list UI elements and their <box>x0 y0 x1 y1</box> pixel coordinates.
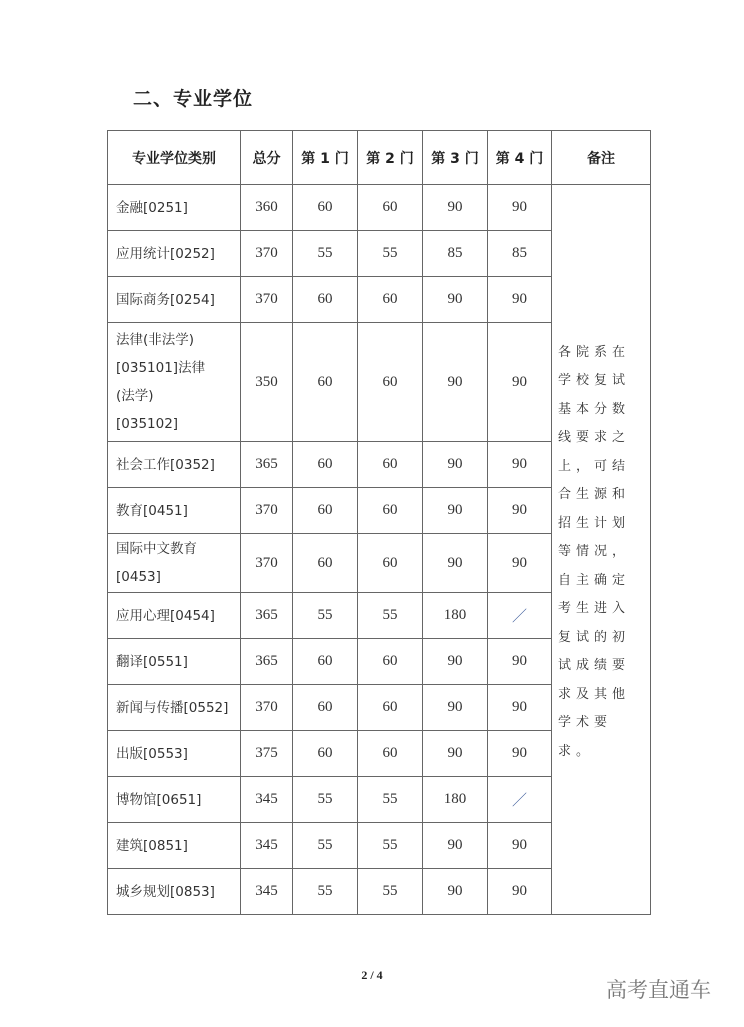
subject-score-cell: 90 <box>423 731 488 777</box>
category-name: 国际中文教育[0453] <box>116 541 197 585</box>
subject-score-cell: 60 <box>293 442 358 488</box>
subject-score-cell: 90 <box>488 639 552 685</box>
header-total: 总分 <box>241 131 293 185</box>
category-cell: 金融[0251] <box>108 185 241 231</box>
subject-score-cell: 90 <box>423 277 488 323</box>
total-score-cell: 375 <box>241 731 293 777</box>
subject-score-cell: 90 <box>488 185 552 231</box>
subject-score-cell: 60 <box>293 639 358 685</box>
subject-score-cell: 60 <box>358 277 423 323</box>
subject-score-cell: 55 <box>358 869 423 915</box>
subject-score-cell: 90 <box>423 185 488 231</box>
category-cell: 翻译[0551] <box>108 639 241 685</box>
subject-score-cell: 55 <box>358 593 423 639</box>
total-score-cell: 370 <box>241 488 293 534</box>
total-score-cell: 360 <box>241 185 293 231</box>
total-score-cell: 345 <box>241 869 293 915</box>
section-heading: 二、专业学位 <box>133 88 254 110</box>
remark-cell <box>552 185 651 915</box>
subject-score-cell: 60 <box>358 731 423 777</box>
total-score-cell: 350 <box>241 323 293 442</box>
subject-score-cell: 90 <box>488 277 552 323</box>
subject-score-cell: ／ <box>488 777 552 823</box>
subject-score-cell: 90 <box>423 869 488 915</box>
category-cell: 教育[0451] <box>108 488 241 534</box>
subject-score-cell: 60 <box>358 685 423 731</box>
category-cell: 建筑[0851] <box>108 823 241 869</box>
total-score-cell: 345 <box>241 823 293 869</box>
category-cell: 城乡规划[0853] <box>108 869 241 915</box>
subject-score-cell: 60 <box>358 639 423 685</box>
page-number: 2 / 4 <box>361 968 383 982</box>
header-subject-2: 第 2 门 <box>358 131 423 185</box>
category-name: 法律(非法学)[035101]法律(法学)[035102] <box>116 332 206 432</box>
subject-score-cell: 90 <box>488 488 552 534</box>
subject-score-cell: 90 <box>423 442 488 488</box>
subject-score-cell: 60 <box>293 534 358 593</box>
subject-score-cell: 90 <box>423 685 488 731</box>
subject-score-cell: ／ <box>488 593 552 639</box>
total-score-cell: 370 <box>241 277 293 323</box>
subject-score-cell: 55 <box>358 823 423 869</box>
header-remark: 备注 <box>552 131 651 185</box>
subject-score-cell: 60 <box>293 685 358 731</box>
subject-score-cell: 55 <box>293 231 358 277</box>
total-score-cell: 345 <box>241 777 293 823</box>
subject-score-cell: 180 <box>423 777 488 823</box>
subject-score-cell: 85 <box>488 231 552 277</box>
subject-score-cell: 60 <box>358 442 423 488</box>
subject-score-cell: 60 <box>358 185 423 231</box>
subject-score-cell: 55 <box>358 777 423 823</box>
subject-score-cell: 60 <box>293 488 358 534</box>
subject-score-cell: 90 <box>488 534 552 593</box>
subject-score-cell: 90 <box>488 823 552 869</box>
subject-score-cell: 90 <box>488 731 552 777</box>
total-score-cell: 370 <box>241 685 293 731</box>
subject-score-cell: 90 <box>423 488 488 534</box>
table-row <box>108 185 651 231</box>
subject-score-cell: 60 <box>358 488 423 534</box>
subject-score-cell: 90 <box>488 869 552 915</box>
category-cell: 出版[0553] <box>108 731 241 777</box>
subject-score-cell: 90 <box>423 639 488 685</box>
subject-score-cell: 60 <box>293 185 358 231</box>
subject-score-cell: 60 <box>358 323 423 442</box>
total-score-cell: 370 <box>241 231 293 277</box>
subject-score-cell: 90 <box>423 823 488 869</box>
header-subject-3: 第 3 门 <box>423 131 488 185</box>
subject-score-cell: 90 <box>488 442 552 488</box>
category-cell <box>108 323 241 442</box>
subject-score-cell: 90 <box>488 685 552 731</box>
total-score-cell: 365 <box>241 593 293 639</box>
category-cell <box>108 534 241 593</box>
category-cell: 社会工作[0352] <box>108 442 241 488</box>
subject-score-cell: 60 <box>358 534 423 593</box>
header-subject-4: 第 4 门 <box>488 131 552 185</box>
remark-text: 各院系在学校复试基本分数线要求之上，可结合生源和招生计划等情况，自主确定考生进入复试的初试成绩要求及其他学术要求。 <box>558 344 631 759</box>
total-score-cell: 365 <box>241 442 293 488</box>
subject-score-cell: 55 <box>293 823 358 869</box>
subject-score-cell: 55 <box>293 869 358 915</box>
subject-score-cell: 90 <box>423 323 488 442</box>
category-cell: 博物馆[0651] <box>108 777 241 823</box>
category-cell: 应用统计[0252] <box>108 231 241 277</box>
subject-score-cell: 85 <box>423 231 488 277</box>
subject-score-cell: 55 <box>293 593 358 639</box>
category-cell: 国际商务[0254] <box>108 277 241 323</box>
subject-score-cell: 60 <box>293 323 358 442</box>
category-cell: 应用心理[0454] <box>108 593 241 639</box>
subject-score-cell: 60 <box>293 731 358 777</box>
subject-score-cell: 55 <box>293 777 358 823</box>
score-table <box>107 130 651 915</box>
subject-score-cell: 90 <box>488 323 552 442</box>
category-cell: 新闻与传播[0552] <box>108 685 241 731</box>
total-score-cell: 370 <box>241 534 293 593</box>
subject-score-cell: 60 <box>293 277 358 323</box>
header-subject-1: 第 1 门 <box>293 131 358 185</box>
table-header-row <box>108 131 651 185</box>
subject-score-cell: 55 <box>358 231 423 277</box>
subject-score-cell: 90 <box>423 534 488 593</box>
total-score-cell: 365 <box>241 639 293 685</box>
subject-score-cell: 180 <box>423 593 488 639</box>
watermark: 高考直通车 <box>606 978 711 1002</box>
header-category: 专业学位类别 <box>108 131 241 185</box>
